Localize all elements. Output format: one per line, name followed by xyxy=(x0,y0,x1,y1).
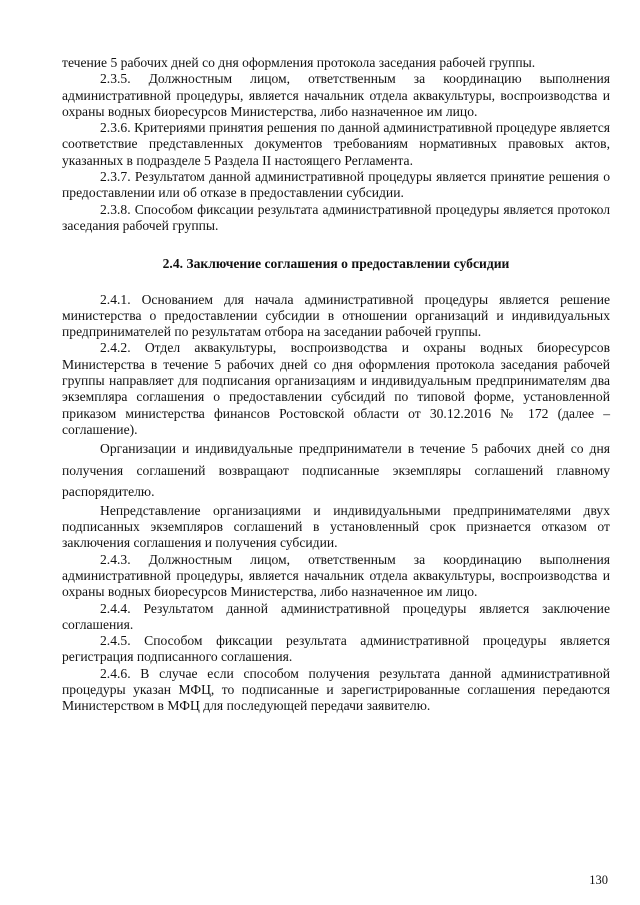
paragraph-2-4-3: 2.4.3. Должностным лицом, ответственным за координацию выполнения административной процедуры, является начальник отдела аквакультуры, воспроизводства и охраны водных биоресурсов Министерства, либо назначенное им лицо. xyxy=(62,551,610,600)
paragraph-2-4-4: 2.4.4. Результатом данной административной процедуры является заключение соглашения. xyxy=(62,600,610,632)
document-page xyxy=(62,55,610,715)
paragraph-2-4-5: 2.4.5. Способом фиксации результата административной процедуры является регистрация подписанного соглашения. xyxy=(62,633,610,665)
paragraph-organizations-return: Организации и индивидуальные предприниматели в течение 5 рабочих дней со дня получения соглашений возвращают подписанные экземпляры соглашений главному распорядителю. xyxy=(62,441,610,500)
paragraph-non-submission: Непредставление организациями и индивидуальными предпринимателями двух подписанных экземпляров соглашений в установленный срок признается отказом от заключения соглашения и получения субсидии. xyxy=(62,502,610,551)
paragraph-2-3-8: 2.3.8. Способом фиксации результата административной процедуры является протокол заседания рабочей группы. xyxy=(62,201,610,233)
page-number: 130 xyxy=(589,873,608,887)
paragraph-2-3-6: 2.3.6. Критериями принятия решения по данной административной процедуре является соответствие представленных документов требованиям нормативных правовых актов, указанных в подразделе 5 Раздела II настоящего Регламента. xyxy=(62,120,610,168)
paragraph-2-4-6: 2.4.6. В случае если способом получения результата данной административной процедуры указан МФЦ, то подписанные и зарегистрированные соглашения передаются Министерством в МФЦ для последующей передачи заявителю. xyxy=(62,665,610,714)
paragraph-2-3-5: 2.3.5. Должностным лицом, ответственным за координацию выполнения административной процедуры, является начальник отдела аквакультуры, воспроизводства и охраны водных биоресурсов Министерства, либо назначенное им лицо. xyxy=(62,71,610,119)
paragraph-2-3-7: 2.3.7. Результатом данной административной процедуры является принятие решения о предоставлении или об отказе в предоставлении субсидии. xyxy=(62,169,610,201)
section-heading: 2.4. Заключение соглашения о предоставлении субсидии xyxy=(162,256,510,272)
paragraph-2-4-2: 2.4.2. Отдел аквакультуры, воспроизводства и охраны водных биоресурсов Министерства в течение 5 рабочих дней со дня оформления протокола заседания рабочей группы направляет для подписания организациям и индивидуальным предпринимателям два экземпляра соглашения о предоставлении субсидий по типовой форме, установленной приказом министерства финансов Ростовской области от 30.12.2016 № 172 (далее – соглашение). xyxy=(62,340,610,437)
paragraph-continuation: течение 5 рабочих дней со дня оформления протокола заседания рабочей группы. xyxy=(62,55,536,70)
paragraph-2-4-1: 2.4.1. Основанием для начала административной процедуры является решение министерства о предоставлении субсидии в отношении организаций и индивидуальных предпринимателей по результатам отбора на заседании рабочей группы. xyxy=(62,291,610,340)
